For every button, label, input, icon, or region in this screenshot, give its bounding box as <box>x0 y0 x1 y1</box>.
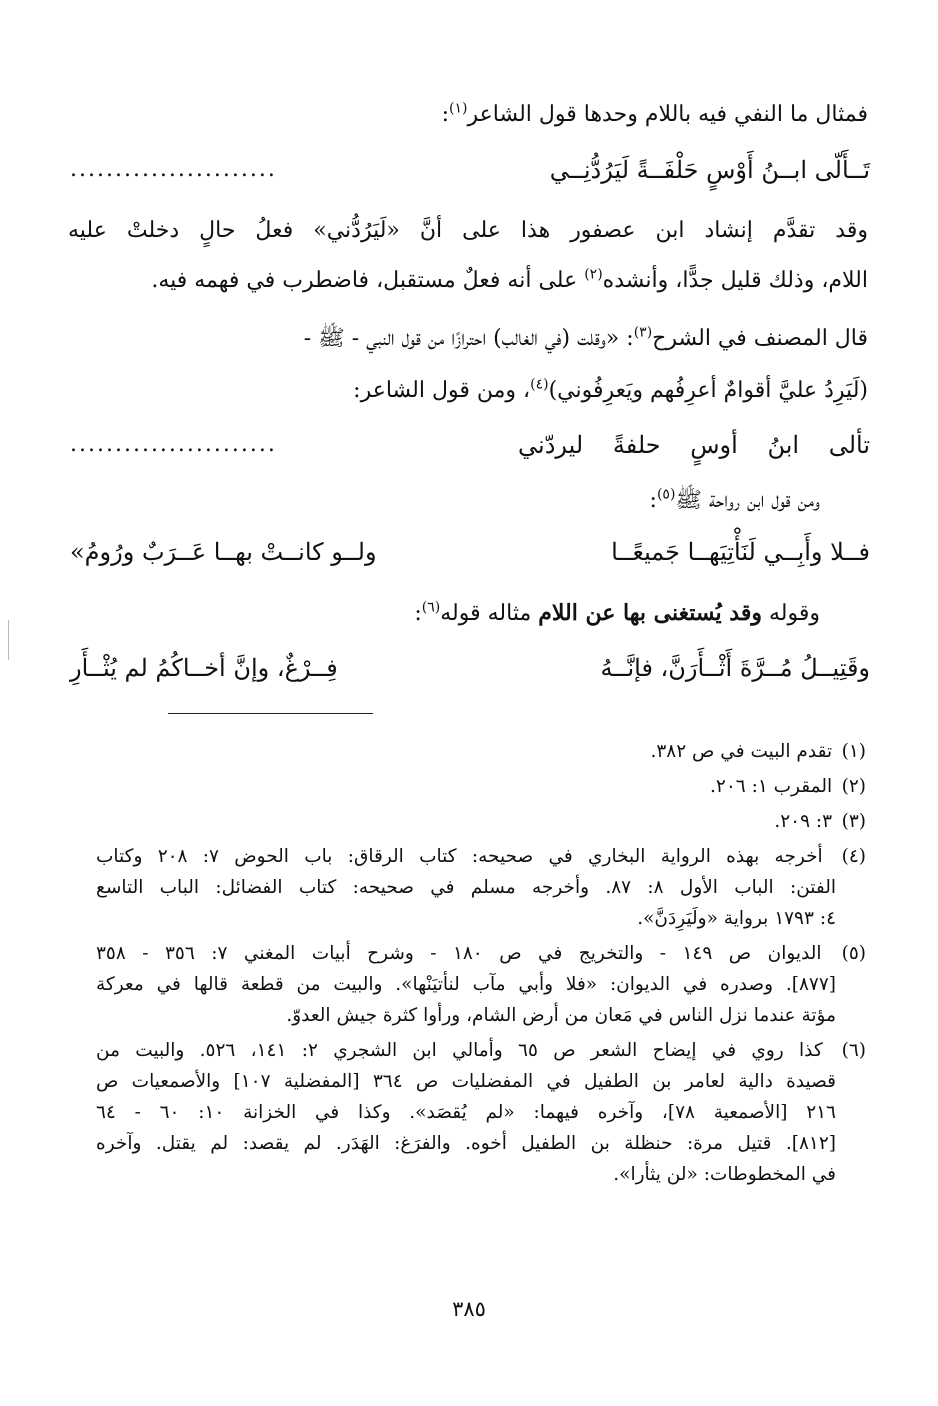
footnote-ref-6[interactable]: (٦) <box>421 599 441 616</box>
footnote-line: في المخطوطات: «لن يثأرا». <box>613 1164 836 1185</box>
footnote-number: (٦) <box>841 1040 866 1061</box>
body-line-1 <box>68 98 868 132</box>
body-text: وقوله <box>768 601 820 626</box>
footnote-text: تقدم البيت في ص ٣٨٢. <box>650 741 833 762</box>
footnote-line <box>96 938 866 969</box>
body-line-4 <box>68 322 868 356</box>
verse-3 <box>70 532 870 572</box>
verse-first-hemistich: فــلا وأَبِــي لَنَأْتِيَهــا جَميعًــا <box>611 538 870 566</box>
verse-second-hemistich: فِــرْغٌ، وإنَّ أخــاكُمُ لم يُثْــأَرِ <box>70 654 338 682</box>
footnote-text: ٣: ٢٠٩. <box>774 811 833 832</box>
footnote-ref-2[interactable]: (٢) <box>584 266 603 283</box>
body-text: : <box>441 102 450 127</box>
verse-second-hemistich: ....................... <box>70 432 277 457</box>
verse-first-hemistich: تألى ابنُ أوسٍ حلفةً ليردّني <box>518 431 870 459</box>
footnotes <box>96 736 866 1190</box>
footnote-4 <box>96 841 866 934</box>
footnote-number: (١) <box>841 741 866 762</box>
footnote-3 <box>96 806 866 837</box>
body-line-7 <box>20 596 820 631</box>
verse-2 <box>70 425 870 465</box>
body-text: مثاله قوله <box>440 601 532 626</box>
body-text: : <box>414 601 422 626</box>
body-text: على أنه فعلٌ مستقبل، فاضطرب في فهمه فيه. <box>151 268 578 293</box>
footnote-line: قصيدة دالية لعامر بن الطفيل في المفضليات ص ٣٦٤ [المفضلية ١٠٧] والأصمعيات ص <box>96 1071 836 1092</box>
footnote-line: مؤتة عندما نزل الناس في مَعان من أرض الشام، ورأوا كثرة جيش العدوّ. <box>286 1005 836 1026</box>
body-line-2: وقد تقدَّم إنشاد ابن عصفور هذا على أنَّ «لَيَرُدُّني» فعلُ حالٍ دخلتْ عليه <box>68 218 868 243</box>
footnote-text: كذا روي في إيضاح الشعر ص ٦٥ وأمالي ابن الشجري ٢: ١٤١، ٥٢٦. والبيت من <box>96 1040 823 1061</box>
bold-phrase: وقد يُستغنى بها عن اللام <box>538 600 762 626</box>
body-text: : <box>649 488 657 513</box>
footnote-ref-5[interactable]: (٥) <box>656 486 676 503</box>
body-text: اللام، وذلك قليل جدًّا، وأنشده <box>602 268 868 293</box>
footnote-line <box>96 841 866 872</box>
footnote-number: (٢) <box>841 776 866 797</box>
verse-second-hemistich: ....................... <box>70 157 277 182</box>
footnote-ref-1[interactable]: (١) <box>449 100 468 117</box>
verse-4 <box>70 648 870 688</box>
footnote-number: (٣) <box>841 811 866 832</box>
footnote-2 <box>96 771 866 802</box>
footnote-line <box>96 1035 866 1066</box>
hadith-quote: (لَيَرِدُ عليَّ أقوامٌ أعرِفُهم ويَعرِفُوني) <box>548 378 868 403</box>
body-text: فمثال ما النفي فيه باللام وحدها قول الشاعر <box>467 102 868 127</box>
footnote-1 <box>96 736 866 767</box>
verse-first-hemistich: تَــأَلّى ابــنُ أَوْسٍ حَلْفَــةً لَيَرُدُّنِــي <box>549 156 870 184</box>
body-text: ومن قول ابن رواحة ﷺ <box>675 488 820 513</box>
footnote-ref-4[interactable]: (٤) <box>530 376 549 393</box>
verse-second-hemistich: ولــو كانــتْ بهــا عَــرَبٌ ورُومُ» <box>70 538 377 566</box>
body-text: : «وقلت (في الغالب) احترازًا من قول النبي - ﷺ - <box>303 326 634 351</box>
footnote-number: (٥) <box>841 943 866 964</box>
footnote-text: أخرجه بهذه الرواية البخاري في صحيحه: كتاب الرقاق: باب الحوض ٧: ٢٠٨ وكتاب <box>96 846 823 867</box>
footnote-ref-3[interactable]: (٣) <box>633 324 653 341</box>
footnote-separator <box>168 713 373 714</box>
footnote-line: الفتن: الباب الأول ٨: ٨٧. وأخرجه مسلم في صحيحه: كتاب الفضائل: الباب التاسع <box>96 877 836 898</box>
verse-first-hemistich: وقَتِيــلُ مُــرَّةَ أَثْــأَرَنَّ، فإنَّــهُ <box>600 654 870 682</box>
body-line-6 <box>20 484 820 518</box>
body-text: قال المصنف في الشرح <box>652 326 868 351</box>
verse-1 <box>70 150 870 190</box>
body-text: ، ومن قول الشاعر: <box>353 378 531 403</box>
footnote-text: المقرب ١: ٢٠٦. <box>710 776 833 797</box>
page-number: ٣٨٥ <box>452 1297 486 1321</box>
body-line-5 <box>68 374 868 408</box>
footnote-line: ٢١٦ [الأصمعية ٧٨]، وآخره فيهما: «لم يُقصَد». وكذا في الخزانة ١٠: ٦٠ - ٦٤ <box>96 1102 836 1123</box>
body-line-3 <box>68 264 868 298</box>
footnote-line: ٤: ١٧٩٣ برواية «ولَيَرِدَنَّ». <box>637 908 836 929</box>
footnote-line: [٨٧٧]. وصدره في الديوان: «فلا وأبي مآب لنأتيَنْها». والبيت من قطعة قالها في معركة <box>96 974 836 995</box>
footnote-6 <box>96 1035 866 1190</box>
footnote-line: [٨١٢]. قتيل مرة: حنظلة بن الطفيل أخوه. والفرَغ: الهَدَر. لم يقصد: لم يقتل. وآخره <box>96 1133 836 1154</box>
footnote-text: الديوان ص ١٤٩ - والتخريج في ص ١٨٠ - وشرح أبيات المغني ٧: ٣٥٦ - ٣٥٨ <box>96 943 822 964</box>
footnote-5 <box>96 938 866 1031</box>
scan-margin-mark <box>8 620 9 660</box>
footnote-number: (٤) <box>841 846 866 867</box>
